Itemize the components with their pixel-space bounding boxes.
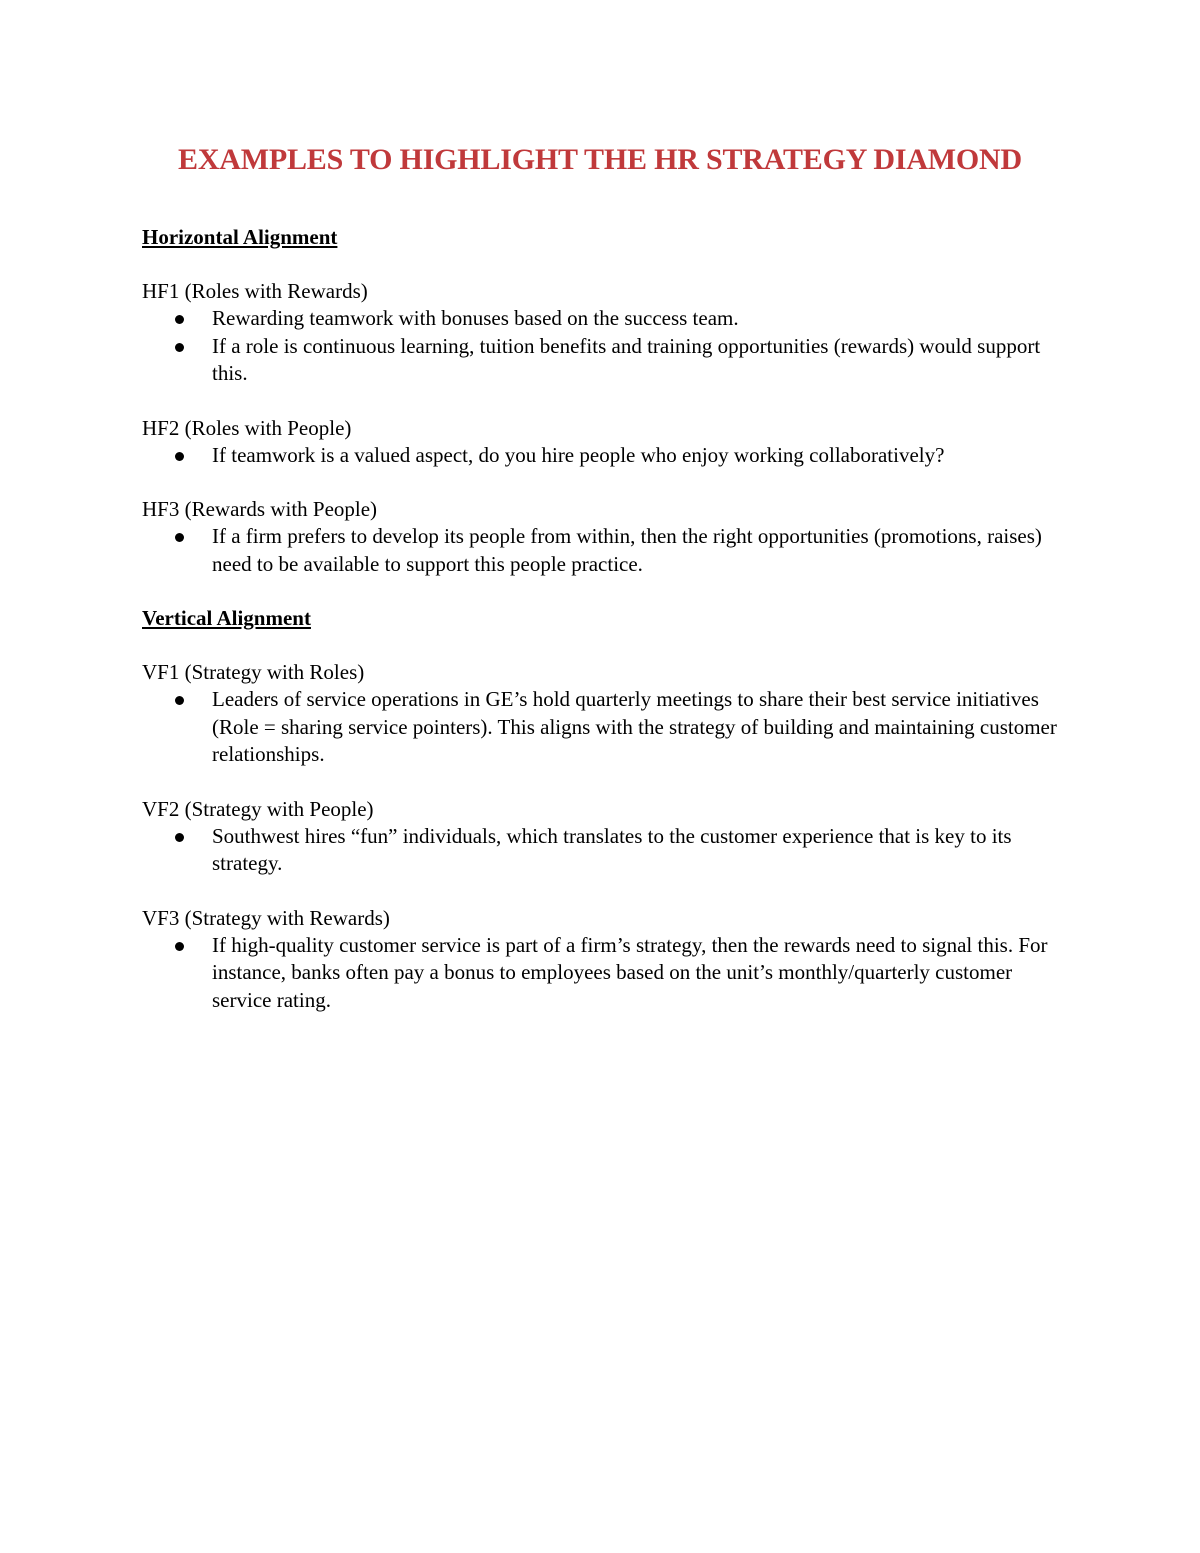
list-item [142, 823, 1072, 878]
list-item [142, 333, 1072, 388]
list-item-text: Leaders of service operations in GE’s hold quarterly meetings to share their best service initiatives (Role = sharing service pointers). This aligns with the strategy of building and maintaining customer relationships. [212, 687, 1057, 766]
page-title: EXAMPLES TO HIGHLIGHT THE HR STRATEGY DIAMOND [178, 143, 1022, 176]
bullet-list [142, 823, 1072, 878]
bullet-icon [175, 452, 184, 461]
list-item-text: If teamwork is a valued aspect, do you hire people who enjoy working collaboratively? [212, 442, 945, 467]
bullet-icon [175, 533, 184, 542]
list-item [142, 686, 1072, 769]
group-hf3 [142, 495, 1072, 578]
section-heading: Vertical Alignment [142, 606, 311, 630]
bullet-icon [175, 942, 184, 951]
group-vf1 [142, 658, 1072, 769]
list-item [142, 523, 1072, 578]
bullet-list [142, 305, 1072, 388]
bullet-list [142, 523, 1072, 578]
group-hf1 [142, 277, 1072, 388]
list-item [142, 305, 1072, 333]
group-label: VF3 (Strategy with Rewards) [142, 905, 390, 930]
group-hf2 [142, 414, 1072, 470]
document-page [142, 140, 1072, 1014]
bullet-list [142, 442, 1072, 470]
bullet-list [142, 932, 1072, 1015]
list-item-text: Rewarding teamwork with bonuses based on the success team. [212, 306, 739, 330]
list-item-text: If high-quality customer service is part of a firm’s strategy, then the rewards need to signal this. For instance, banks often pay a bonus to employees based on the unit’s monthly/quarterly customer service rating. [212, 932, 1048, 1012]
bullet-icon [175, 343, 184, 352]
list-item [142, 442, 1072, 470]
section-heading: Horizontal Alignment [142, 225, 338, 249]
group-label: HF3 (Rewards with People) [142, 497, 378, 521]
group-label: VF1 (Strategy with Roles) [142, 660, 365, 684]
bullet-icon [175, 315, 184, 324]
group-label: HF1 (Roles with Rewards) [142, 279, 368, 303]
section-horizontal-alignment [142, 223, 1072, 578]
bullet-icon [175, 833, 184, 842]
list-item-text: If a firm prefers to develop its people from within, then the right opportunities (promotions, raises) need to be available to support this people practice. [212, 524, 1042, 576]
bullet-list [142, 686, 1072, 769]
group-label: HF2 (Roles with People) [142, 415, 352, 440]
group-label: VF2 (Strategy with People) [142, 796, 374, 821]
group-vf2 [142, 795, 1072, 878]
list-item-text: Southwest hires “fun” individuals, which translates to the customer experience that is key to its strategy. [212, 823, 1012, 875]
section-vertical-alignment [142, 604, 1072, 1014]
group-vf3 [142, 904, 1072, 1015]
list-item-text: If a role is continuous learning, tuition benefits and training opportunities (rewards) would support this. [212, 333, 1041, 385]
list-item [142, 932, 1072, 1015]
bullet-icon [175, 696, 184, 705]
